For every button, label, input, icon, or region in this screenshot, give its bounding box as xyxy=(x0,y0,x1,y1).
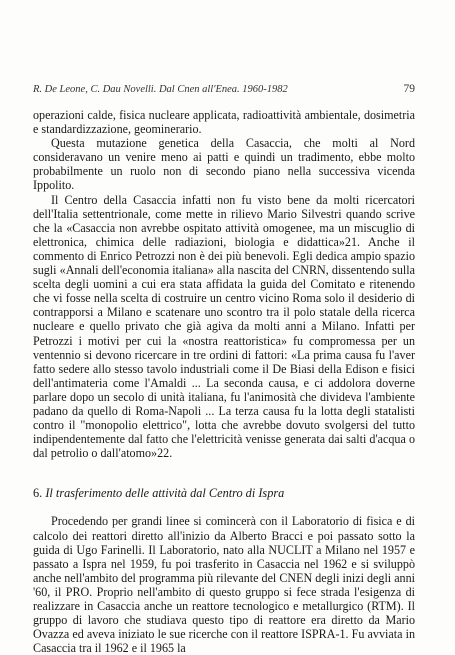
running-header xyxy=(33,84,415,95)
page-number: 79 xyxy=(403,83,415,95)
paragraph: Questa mutazione genetica della Casaccia, che molti al Nord consideravano un venire meno ai patti e quindi un tradimento, ebbe molto probabilmente un ruolo non di secondo piano nella successiva vicenda Ippolito. xyxy=(33,136,415,193)
paragraph: operazioni calde, fisica nucleare applicata, radioattività ambientale, dosimetria e standardizzazione, geominerario. xyxy=(33,108,415,137)
running-title: R. De Leone, C. Dau Novelli. Dal Cnen all'Enea. 1960-1982 xyxy=(33,84,288,95)
section-number: 6. xyxy=(33,486,43,501)
paragraph: Il Centro della Casaccia infatti non fu visto bene da molti ricercatori dell'Italia settentrionale, come mette in rilievo Mario Silvestri quando scrive che la «Casaccia non avrebbe ospitato attività omogenee, ma un miscuglio di elettronica, chimica delle radiazioni, biologia e didattica»21. Anche il commento di Enrico Petrozzi non è dei più benevoli. Egli dedica ampio spazio sugli «Annali dell'economia italiana» alla nascita del CNRN, dissentendo sulla scelta degli uomini a cui era stata affidata la guida del Comitato e ritenendo che vi fosse nella scelta di costruire un centro vicino Roma solo il desiderio di contrapporsi a Milano e scatenare uno scontro tra il polo statale della ricerca nucleare e quello privato che già agiva da molti anni a Milano. Infatti per Petrozzi i motivi per cui la «nostra reattoristica» fu compromessa per un ventennio si devono ricercare in tre ordini di fattori: «La prima causa fu l'aver fatto sedere allo stesso tavolo industriali come il De Biasi della Edison e fisici dell'antimateria come l'Amaldi ... La seconda causa, e ci addolora doverne parlare dopo un secolo di unità italiana, fu l'animosità che divideva l'ambiente padano da quello di Roma-Napoli ... La terza causa fu la lotta degli statalisti contro il "monopolio elettrico", lotta che avrebbe dovuto svolgersi del tutto indipendentemente dal fatto che l'elettricità venisse generata dai salti d'acqua o dal petrolio o dall'atomo»22. xyxy=(33,192,415,461)
section-title: Il trasferimento delle attività dal Centro di Ispra xyxy=(45,486,285,501)
section-heading xyxy=(33,486,415,500)
paragraph: Procedendo per grandi linee si comincerà con il Laboratorio di fisica e di calcolo dei reattori diretto all'inizio da Alberto Bracci e poi passato sotto la guida di Ugo Farinelli. Il Laboratorio, nato alla NUCLIT a Milano nel 1957 e passato a Ispra nel 1959, fu poi trasferito in Casaccia nel 1962 e si sviluppò anche nell'ambito del programma più rilevante del CNEN degli inizi degli anni '60, il PRO. Proprio nell'ambito di questo gruppo si fece strada l'esigenza di realizzare in Casaccia anche un reattore tecnologico e metallurgico (RTM). Il gruppo di lavoro che studiava questo tipo di reattore era diretto da Mario Ovazza ed aveva iniziato le sue ricerche con il reattore ISPRA-1. Fu avviata in Casaccia tra il 1962 e il 1965 la xyxy=(33,514,416,655)
body-text xyxy=(33,108,415,655)
